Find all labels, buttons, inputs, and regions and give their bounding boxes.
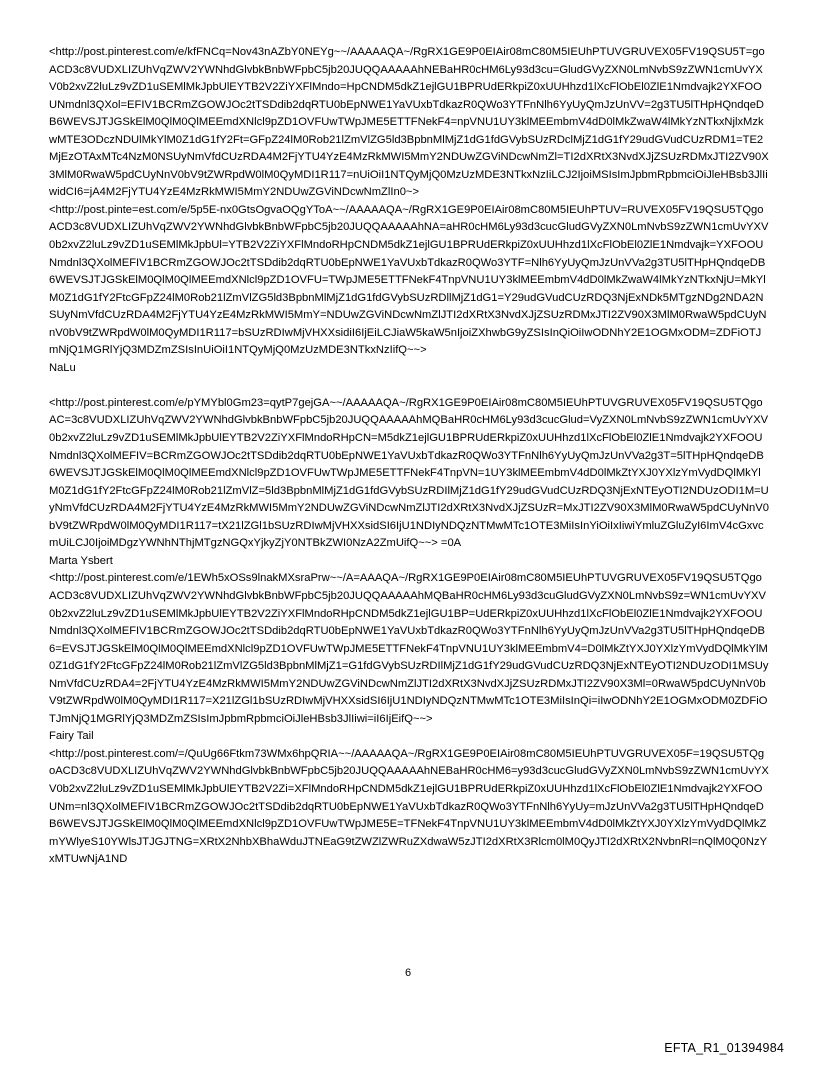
tracking-url-5[interactable]: <http://post.pinterest.com/=/QuUg66Ftkm73WMx6hpQRIA~~/AAAAAQA~/RgRX1GE9P0EIAir08mC80M5IEUhPTUVGRUVEX05F=19QSU5TQgoACD3c8VUDXLIZUhVqZWV2YWNhdGlvbkBnbWFpbC5jb20JUQQAAAAAhNEBaHR0cHM6=y93d3cucGludGVyZXN0LmNvbS9zZWN1cmUvYXV0b2xvZ2luLz9vZD1uSEMlMkJpbUlEYTB2V2Zi=XFlMndoRHpCNDM5dkZ1ejlGU1BPRUdERkpiZ0xUUHhzd1lXcFlObEl0ZlE1Nmdvajk2YXFOOUNm=nl3QXolMEFIV1BCRmZGOWJOc2tTSDdib2dqRTU0bEpNWE1YaVUxbTdkazR0QWo3YTFnNlh6YyUy=mJzUnVVa2g3TU5lTHpHQndqeDB6WEVSJTJGSkElM0QlM0QlMEEmdXNlcl9pZD1OVFUwTWpJME5E=TFNekF4TnpVNU1UY3klMEEmbmV4dD0lMkZtYXJ0YXlzYmVydDQlMkZmYWlyeS10YWlsJTJGJTNG=XRtX2NhbXBhaWduJTNEaG9tZWZlZWRuZXdwaW5zJTI2dXRtX3Rlcm0lM0QyJTI2dXRtX2NvbnRl=nQlM0Q0NzYxMTUwNjA1ND <box>49 747 769 866</box>
tracking-url-4[interactable]: <http://post.pinterest.com/e/1EWh5xOSs9lnakMXsraPrw~~/A=AAAQA~/RgRX1GE9P0EIAir08mC80M5IEUhPTUVGRUVEX05FV19QSU5TQgoACD3c8VUDXLIZUhVqZWV2YWNhdGlvbkBnbWFpbC5jb20JUQQAAAAAhMQBaHR0cHM6Ly93d3cuGludGVyZXN0LmNvbS9z=WN1cmUvYXV0b2xvZ2luLz9vZD1uSEMlMkJpbUlEYTB2V2ZiYXFlMndoRHpCNDM5dkZ1ejlGU1BP=UdERkpiZ0xUUHhzd1lXcFlObEl0ZlE1Nmdvajk2YXFOOUNmdnl3QXolMEFIV1BCRmZGOWJOc2tTSDdib2dqRTU0bEpNWE1YaVUxbTdkazR0QWo3YTFnNlh6YyUyQmJzUnVVa2g3TU5lTHpHQndqeDB6=EVSJTJGSkElM0QlM0QlMEEmdXNlcl9pZD1OVFUwTWpJME5ETTFNekF4TnpVNU1UY3klMEEmbmV4=D0lMkZtYXJ0YXlzYmVydDQlMkYlM0Z1dG1fY2FtcGFpZ24lM0Rob21lZmVlZG5ld3BpbnMlMjZ1=G1fdGVybSUzRDIlMjZ1dG1fY29udGVudCUzRDQ3NjExNTEyOTI2NDUzODI1MSUyNmVfdCUzRDA4=2FjYTU4YzE4MzRkMWI5MmY2NDUwZGViNDcwNmZlJTI2dXRtX3NvdXJjZSUzRDMxJTI2ZV90X3Ml=0RwaW5pdCUyNnV0bV9tZWRpdW0lM0QyMDI1R117=X21lZGl1bSUzRDIwMjVHXXsidSI6IjU1NDIyNDQzNTMwMTc1OTE3MiIsInQi=iIwODNhY2E1OGMxODM0ZDFiOTJmNjQ1MGRlYjQ3MDZmZSIsImJpbmRpbmciOiJleHBsb3JlIiwi=iI6IjEifQ~~> <box>49 572 769 725</box>
tracking-url-1[interactable]: <http://post.pinterest.com/e/kfFNCq=Nov43nAZbY0NEYg~~/AAAAAQA~/RgRX1GE9P0EIAir08mC80M5IEUhPTUVGRUVEX05FV19QSU5T=goACD3c8VUDXLIZUhVqZWV2YWNhdGlvbkBnbWFpbC5jb20JUQQAAAAAhNEBaHR0cHM6Ly93d3cu=GludGVyZXN0LmNvbS9zZWN1cmUvYXV0b2xvZ2luLz9vZD1uSEMlMkJpbUlEYTB2V2ZiYXFlMndo=HpCNDM5dkZ1ejlGU1BPRUdERkpiZ0xUUHhzd1lXcFlObEl0ZlE1Nmdvajk2YXFOOUNmdnl3QXol=EFIV1BCRmZGOWJOc2tTSDdib2dqRTU0bEpNWE1YaVUxbTdkazR0QWo3YTFnNlh6YyUyQmJzUnVV=2g3TU5lTHpHQndqeDB6WEVSJTJGSkElM0QlM0QlMEEmdXNlcl9pZD1OVFUwTWpJME5ETTFNekF4=npVNU1UY3klMEEmbmV4dD0lMkZwaW4lMkYzNTkxNjlxMzkwMTE3ODczNDUlMkYlM0Z1dG1fY2Ft=GFpZ24lM0Rob21lZmVlZG5ld3BpbnMlMjZ1dG1fdGVybSUzRDclMjZ1dG1fY29udGVudCUzRDM1=TE2MjEzOTAxMTc4NzM0NSUyNmVfdCUzRDA4M2FjYTU4YzE4MzRkMWI5MmY2NDUwZGViNDcwNmZl=TI2dXRtX3NvdXJjZSUzRDMxJTI2ZV90X3MlM0RwaW5pdCUyNnV0bV9tZWRpdW0lM0QyMDI1R117=nUiOiI1NTQyMjQ0MzUzMDE3NTkxNzIiLCJ2IjoiMSIsImJpbmRpbmciOiJleHBsb3JlIiwidCI6=jA4M2FjYTU4YzE4MzRkMWI5MmY2NDUwZGViNDcwNmZlIn0~> <box>49 46 769 199</box>
tracking-url-3[interactable]: <http://post.pinterest.com/e/pYMYbl0Gm23=qytP7gejGA~~/AAAAAQA~/RgRX1GE9P0EIAir08mC80M5IEUhPTUVGRUVEX05FV19QSU5TQgoAC=3c8VUDXLIZUhVqZWV2YWNhdGlvbkBnbWFpbC5jb20JUQQAAAAAhMQBaHR0cHM6Ly93d3cucGlud=VyZXN0LmNvbS9zZWN1cmUvYXV0b2xvZ2luLz9vZD1uSEMlMkJpbUlEYTB2V2ZiYXFlMndoRHpCN=M5dkZ1ejlGU1BPRUdERkpiZ0xUUHhzd1lXcFlObEl0ZlE1Nmdvajk2YXFOOUNmdnl3QXolMEFIV=BCRmZGOWJOc2tTSDdib2dqRTU0bEpNWE1YaVUxbTdkazR0QWo3YTFnNlh6YyUyQmJzUnVVa2g3T=5lTHpHQndqeDB6WEVSJTJGSkElM0QlM0QlMEEmdXNlcl9pZD1OVFUwTWpJME5ETTFNekF4TnpVN=1UY3klMEEmbmV4dD0lMkZtYXJ0YXlzYmVydDQlMkYlM0Z1dG1fY2FtcGFpZ24lM0Rob21lZmVlZ=5ld3BpbnMlMjZ1dG1fdGVybSUzRDIlMjZ1dG1fY29udGVudCUzRDQ3NjExNTEyOTI2NDUzODI1M=UyNmVfdCUzRDA4M2FjYTU4YzE4MzRkMWI5MmY2NDUwZGViNDcwNmZlJTI2dXRtX3NvdXJjZSUzR=MxJTI2ZV90X3MlM0RwaW5pdCUyNnV0bV9tZWRpdW0lM0QyMDI1R117=tX21lZGl1bSUzRDIwMjVHXXsidSI6IjU1NDIyNDQzNTMwMTc1OTE3MiIsInYiOiIxIiwiYmluZGluZyI6ImV4cGxvcmUiLCJ0IjoiMDgzYWNhNThjMTgzNGQxYjkyZjY0NTBkZWI0NzA2ZmUifQ~~> =0A <box>49 396 769 550</box>
blank-line <box>49 377 769 395</box>
board-name-fairy-tail: Fairy Tail <box>49 730 94 743</box>
document-body <box>49 44 769 869</box>
page-number: 6 <box>404 967 412 979</box>
board-name-marta-ysbert: Marta Ysbert <box>49 554 113 567</box>
tracking-url-2[interactable]: <http://post.pinte=est.com/e/5p5E-nx0GtsOgvaOQgYToA~~/AAAAAQA~/RgRX1GE9P0EIAir08mC80M5IEUhPTUV=RUVEX05FV19QSU5TQgoACD3c8VUDXLIZUhVqZWV2YWNhdGlvbkBnbWFpbC5jb20JUQQAAAAAhNA=aHR0cHM6Ly93d3cucGludGVyZXN0LmNvbS9zZWN1cmUvYXV0b2xvZ2luLz9vZD1uSEMlMkJpbUl=YTB2V2ZiYXFlMndoRHpCNDM5dkZ1ejlGU1BPRUdERkpiZ0xUUHhzd1lXcFlObEl0ZlE1Nmdvajk=YXFOOUNmdnl3QXolMEFIV1BCRmZGOWJOc2tTSDdib2dqRTU0bEpNWE1YaVUxbTdkazR0QWo3YTF=Nlh6YyUyQmJzUnVVa2g3TU5lTHpHQndqeDB6WEVSJTJGSkElM0QlM0QlMEEmdXNlcl9pZD1OVFU=TWpJME5ETTFNekF4TnpVNU1UY3klMEEmbmV4dD0lMkZwaW4lMkYzNTkxNjU=MkYlM0Z1dG1fY2FtcGFpZ24lM0Rob21lZmVlZG5ld3BpbnMlMjZ1dG1fdGVybSUzRDllMjZ1dG1=Y29udGVudCUzRDQ3NjExNDk5MTgzNDg2NDA2NSUyNmVfdCUzRDA4M2FjYTU4YzE4MzRkMWI5MmY=NDUwZGViNDcwNmZlJTI2dXRtX3NvdXJjZSUzRDMxJTI2ZV90X3MlM0RwaW5pdCUyNnV0bV9tZWRpdW0lM0QyMDI1R117=bSUzRDIwMjVHXXsidiI6IjEiLCJiaW5kaW5nIjoiZXhwbG9yZSIsInQiOiIwODNhY2E1OGMxODM=ZDFiOTJmNjQ1MGRlYjQ3MDZmZSIsInUiOiI1NTQyMjQ0MzUzMDE3NTkxNzIifQ~~> <box>49 203 769 357</box>
bates-number: EFTA_R1_01394984 <box>664 1041 784 1055</box>
board-name-nalu: NaLu <box>49 361 76 374</box>
